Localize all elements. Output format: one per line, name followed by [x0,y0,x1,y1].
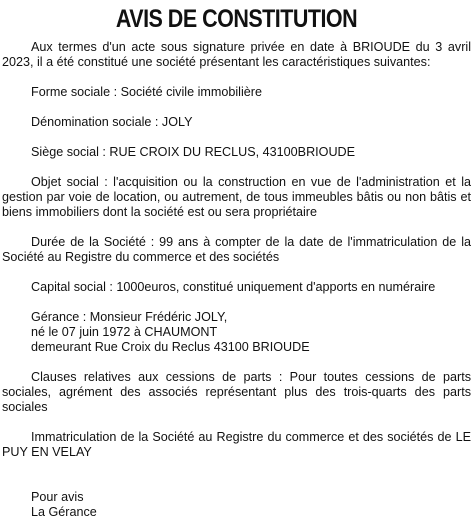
forme-sociale: Forme sociale : Société civile immobilière [31,85,262,99]
capital-social: Capital social : 1000euros, constitué uniquement d'apports en numéraire [31,280,436,294]
duree-societe: Durée de la Société : 99 ans à compter de la date de l'immatriculation de la Société au Registre du commerce et des sociétés [2,235,471,264]
notice-body [2,40,471,520]
intro-paragraph: Aux termes d'un acte sous signature privée en date à BRIOUDE du 3 avril 2023, il a été constitué une société présentant les caractéristiques suivantes: [2,40,471,69]
gerance-line-3: demeurant Rue Croix du Reclus 43100 BRIOUDE [31,340,310,354]
siege-social: Siège social : RUE CROIX DU RECLUS, 43100BRIOUDE [31,145,356,159]
notice-title: AVIS DE CONSTITUTION [115,5,358,33]
gerance-line-1: Gérance : Monsieur Frédéric JOLY, [31,310,228,324]
signature-block [2,490,471,520]
objet-social: Objet social : l'acquisition ou la construction en vue de l'administration et la gestion par voie de location, ou autrement, de tous immeubles bâtis ou non bâtis et biens immobiliers dont la société est ou sera propriétaire [2,175,471,219]
gerance-line-2: né le 07 juin 1972 à CHAUMONT [31,325,218,339]
denomination-sociale: Dénomination sociale : JOLY [31,115,193,129]
signature-line-2: La Gérance [31,505,97,519]
clauses-cessions: Clauses relatives aux cessions de parts : Pour toutes cessions de parts sociales, agrément des associés représentant plus des trois-quarts des parts sociales [2,370,471,414]
gerance-block [2,310,471,355]
immatriculation: Immatriculation de la Société au Registre du commerce et des sociétés de LE PUY EN VELAY [2,430,471,459]
signature-line-1: Pour avis [31,490,84,504]
